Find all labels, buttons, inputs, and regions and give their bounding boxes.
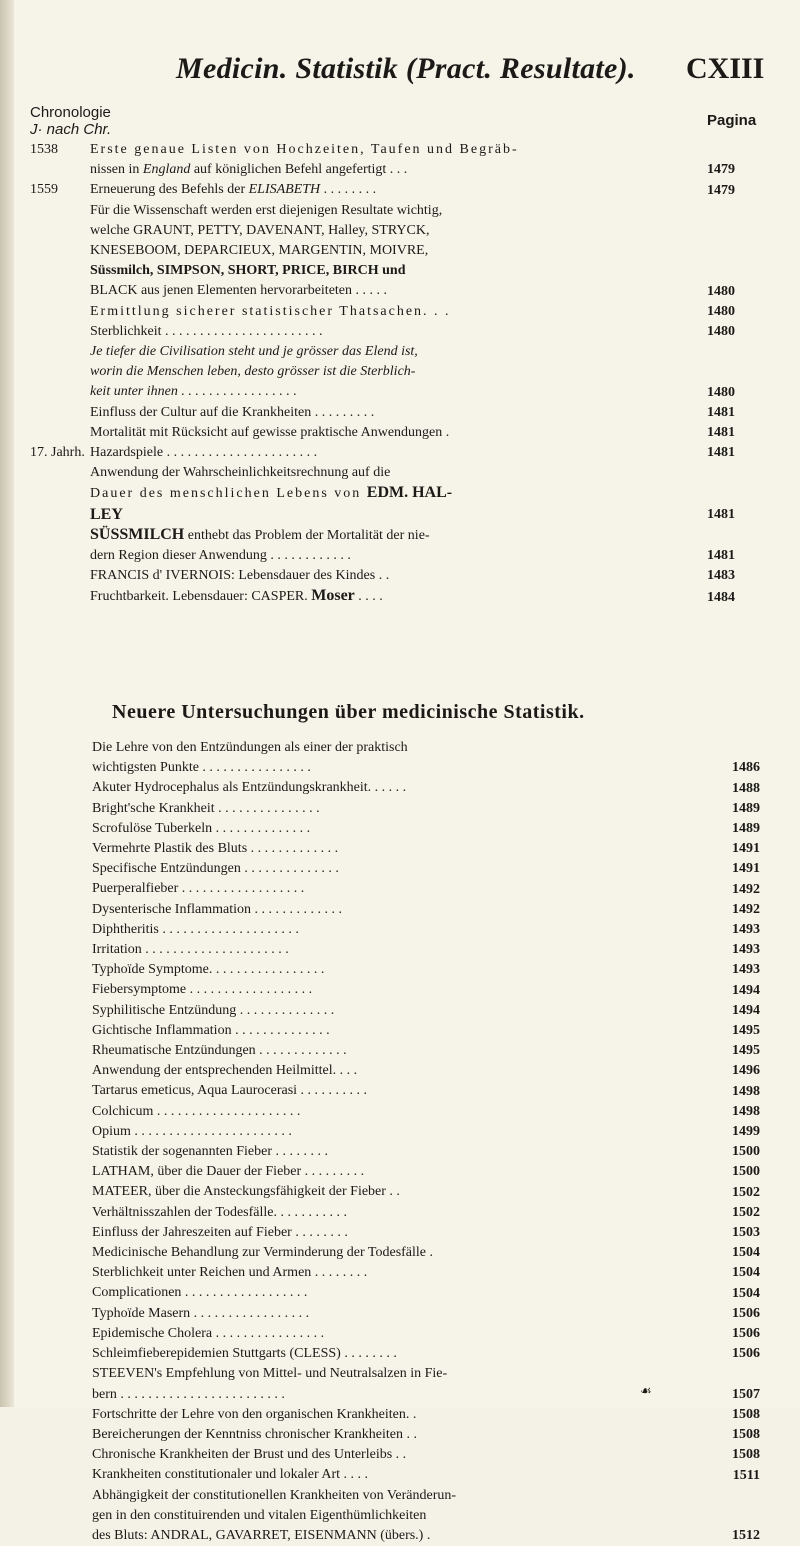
entry-line: Abhängigkeit der constitutionellen Krankheiten von Veränderun- xyxy=(92,1487,457,1503)
page-ref: 1504 xyxy=(732,1285,760,1301)
toc-entry xyxy=(92,1142,760,1162)
entry-line: worin die Menschen leben, desto grösser ist die Sterblich- xyxy=(90,364,416,380)
toc-entry xyxy=(92,778,760,798)
chronology-section xyxy=(30,140,760,608)
entry-text xyxy=(92,960,694,980)
entry-line: Diphtheritis . . . . . . . . . . . . . . . . . . . . xyxy=(92,921,299,937)
page-ref: 1480 xyxy=(707,283,735,299)
entry-line: dern Region dieser Anwendung . . . . . . . . . . . . xyxy=(90,548,351,564)
toc-entry xyxy=(92,1445,760,1465)
entry-line: Gichtische Inflammation . . . . . . . . . . . . . . xyxy=(92,1022,330,1038)
toc-entry xyxy=(30,322,760,342)
toc-entry xyxy=(92,1203,760,1223)
page-ref: 1506 xyxy=(732,1346,760,1362)
page-ref: 1493 xyxy=(732,962,760,978)
toc-entry xyxy=(30,463,760,525)
entry-line: Colchicum . . . . . . . . . . . . . . . . . . . . . xyxy=(92,1103,301,1119)
page-ref: 1504 xyxy=(732,1245,760,1261)
toc-entry xyxy=(92,920,760,940)
entry-line: Einfluss der Cultur auf die Krankheiten . . . . . . . . . xyxy=(90,404,375,420)
page-ref: 1481 xyxy=(707,506,735,522)
toc-entry xyxy=(92,819,760,839)
toc-entry xyxy=(92,1041,760,1061)
entry-line: bern . . . . . . . . . . . . . . . . . . . . . . . . xyxy=(92,1386,285,1402)
entry-line: KNESEBOOM, DEPARCIEUX, MARGENTIN, MOIVRE, xyxy=(90,243,429,259)
entry-line: Sterblichkeit unter Reichen und Armen . . . . . . . . xyxy=(92,1265,368,1281)
entry-line: Ermittlung sicherer statistischer Thatsachen. . . xyxy=(90,303,451,319)
entry-line: SÜSSMILCH enthebt das Problem der Mortalität der nie- xyxy=(90,525,430,543)
entry-text xyxy=(92,1344,694,1364)
page-ref: 1507 xyxy=(732,1386,760,1402)
chronology-column-label xyxy=(30,104,111,138)
statistics-section xyxy=(92,738,760,1546)
entry-line: Opium . . . . . . . . . . . . . . . . . . . . . . . xyxy=(92,1123,292,1139)
entry-line: Bright'sche Krankheit . . . . . . . . . . . . . . . xyxy=(92,800,320,816)
entry-line: wichtigsten Punkte . . . . . . . . . . . . . . . . xyxy=(92,760,311,776)
entry-text xyxy=(92,1445,694,1465)
toc-entry xyxy=(92,799,760,819)
entry-line: Fruchtbarkeit. Lebensdauer: CASPER. Moser . . . . xyxy=(90,587,383,605)
entry-line: Süssmilch, SIMPSON, SHORT, PRICE, BIRCH und xyxy=(90,263,406,279)
entry-text xyxy=(92,1486,694,1546)
entry-line: Sterblichkeit . . . . . . . . . . . . . . . . . . . . . . . xyxy=(90,323,323,339)
entry-line: LEY xyxy=(90,505,123,523)
page-ref: 1504 xyxy=(732,1265,760,1281)
toc-list xyxy=(92,778,760,1364)
page-ref: 1502 xyxy=(732,1204,760,1220)
entry-line: Dauer des menschlichen Lebens von EDM. HAL- xyxy=(90,484,453,502)
entry-line: Anwendung der entsprechenden Heilmittel. . . . xyxy=(92,1063,358,1079)
toc-entry xyxy=(92,1243,760,1263)
entry-text xyxy=(90,140,675,180)
toc-entry xyxy=(30,180,760,200)
entry-text xyxy=(92,1061,694,1081)
toc-list xyxy=(92,1405,760,1486)
page-ref: 1512 xyxy=(732,1528,760,1544)
entry-text xyxy=(92,1001,694,1021)
entry-text xyxy=(90,463,675,525)
entry-line: Erste genaue Listen von Hochzeiten, Taufen und Begräb- xyxy=(90,142,519,157)
page-ref: 1481 xyxy=(707,425,735,441)
page-ref: 1506 xyxy=(732,1326,760,1342)
toc-entry xyxy=(92,1102,760,1122)
entry-text xyxy=(90,180,675,200)
entry-line: LATHAM, über die Dauer der Fieber . . . . . . . . . xyxy=(92,1164,365,1180)
toc-entry xyxy=(30,525,760,566)
page-ref: 1492 xyxy=(732,901,760,917)
page-ref: 1508 xyxy=(732,1406,760,1422)
entry-text xyxy=(92,1102,694,1122)
entry-line: Rheumatische Entzündungen . . . . . . . . . . . . . xyxy=(92,1043,347,1059)
entry-line: Je tiefer die Civilisation steht und je grösser das Elend ist, xyxy=(90,344,418,360)
page-ref: 1491 xyxy=(732,841,760,857)
page-binding-edge xyxy=(0,0,14,1407)
entry-text xyxy=(90,443,675,463)
entry-text xyxy=(92,819,694,839)
page-ref: 1479 xyxy=(707,182,735,198)
entry-line: Typhoïde Masern . . . . . . . . . . . . . . . . . xyxy=(92,1305,310,1321)
toc-entry xyxy=(92,1081,760,1101)
page-ref: 1495 xyxy=(732,1023,760,1039)
entry-text xyxy=(92,859,694,879)
entry-line: Statistik der sogenannten Fieber . . . . . . . . xyxy=(92,1144,329,1160)
toc-entry xyxy=(92,1122,760,1142)
page-ref: 1498 xyxy=(732,1103,760,1119)
page-ref: 1495 xyxy=(732,1043,760,1059)
entry-line: Tartarus emeticus, Aqua Laurocerasi . . . . . . . . . . xyxy=(92,1083,368,1099)
page-ref: 1484 xyxy=(707,589,735,605)
entry-text xyxy=(92,1223,694,1243)
toc-entry xyxy=(92,1304,760,1324)
entry-line: Bereicherungen der Kenntniss chronischer Krankheiten . . xyxy=(92,1426,417,1442)
entry-text xyxy=(90,566,675,586)
entry-text xyxy=(92,1324,694,1344)
page-ref: 1481 xyxy=(707,404,735,420)
page-ref: 1486 xyxy=(732,760,760,776)
entry-line: Syphilitische Entzündung . . . . . . . . . . . . . . xyxy=(92,1002,335,1018)
page-number: CXIII xyxy=(686,52,765,85)
toc-entry xyxy=(92,1223,760,1243)
entry-text xyxy=(92,920,694,940)
year-label: 1538 xyxy=(30,142,58,157)
page-ref: 1492 xyxy=(732,881,760,897)
page-header xyxy=(0,52,800,92)
entry-line: STEEVEN's Empfehlung von Mittel- und Neutralsalzen in Fie- xyxy=(92,1366,448,1382)
chronology-label-line2: J· nach Chr. xyxy=(30,121,112,138)
entry-line: Specifische Entzündungen . . . . . . . . . . . . . . xyxy=(92,861,339,877)
entry-text xyxy=(92,879,694,899)
entry-text xyxy=(92,980,694,1000)
entry-line: Vermehrte Plastik des Bluts . . . . . . . . . . . . . xyxy=(92,841,339,857)
toc-entry xyxy=(92,1162,760,1182)
entry-line: Fiebersymptome . . . . . . . . . . . . . . . . . . xyxy=(92,982,313,998)
page-ref: 1480 xyxy=(707,303,735,319)
toc-entry xyxy=(30,423,760,443)
entry-text xyxy=(92,1162,694,1182)
page-ref: 1508 xyxy=(732,1447,760,1463)
entry-text xyxy=(92,1283,694,1303)
toc-entry xyxy=(92,940,760,960)
entry-line: Typhoïde Symptome. . . . . . . . . . . . . . . . . xyxy=(92,962,325,978)
entry-text xyxy=(92,738,694,778)
toc-entry xyxy=(30,342,760,403)
entry-line: Einfluss der Jahreszeiten auf Fieber . . . . . . . . xyxy=(92,1224,348,1240)
year-label: 17. Jahrh. xyxy=(30,445,85,461)
toc-entry xyxy=(92,859,760,879)
toc-entry xyxy=(92,1021,760,1041)
toc-entry xyxy=(92,738,760,778)
entry-line: Irritation . . . . . . . . . . . . . . . . . . . . . xyxy=(92,942,289,958)
entry-text xyxy=(92,1142,694,1162)
entry-line: Verhältnisszahlen der Todesfälle. . . . . . . . . . . xyxy=(92,1204,347,1220)
toc-entry xyxy=(92,1425,760,1445)
entry-line: Fortschritte der Lehre von den organischen Krankheiten. . xyxy=(92,1406,417,1422)
entry-line: Scrofulöse Tuberkeln . . . . . . . . . . . . . . xyxy=(92,820,311,836)
entry-text xyxy=(92,1182,694,1202)
entry-line: Medicinische Behandlung zur Verminderung der Todesfälle . xyxy=(92,1245,434,1261)
entry-line: FRANCIS d' IVERNOIS: Lebensdauer des Kindes . . xyxy=(90,568,390,584)
toc-entry xyxy=(92,1324,760,1344)
entry-text xyxy=(90,201,675,302)
entry-text xyxy=(90,423,675,443)
entry-line: nissen in England auf königlichen Befehl angefertigt . . . xyxy=(90,162,408,178)
entry-text xyxy=(92,1021,694,1041)
page-ref: 1480 xyxy=(707,324,735,340)
chronology-label-line1: Chronologie xyxy=(30,104,111,121)
pagina-column-label: Pagina xyxy=(707,112,757,129)
entry-text xyxy=(92,1263,694,1283)
entry-line: gen in den constituirenden und vitalen Eigenthümlichkeiten xyxy=(92,1507,427,1523)
entry-text xyxy=(92,799,694,819)
page-ref: 1500 xyxy=(732,1164,760,1180)
signature-mark: ☙ xyxy=(640,1383,652,1398)
toc-entry xyxy=(92,1001,760,1021)
entry-line: keit unter ihnen . . . . . . . . . . . . . . . . . xyxy=(90,384,297,400)
entry-line: des Bluts: ANDRAL, GAVARRET, EISENMANN (übers.) . xyxy=(92,1527,431,1543)
entry-line: Dysenterische Inflammation . . . . . . . . . . . . . xyxy=(92,901,343,917)
toc-entry xyxy=(92,980,760,1000)
page-ref: 1493 xyxy=(732,942,760,958)
entry-text xyxy=(92,1364,694,1404)
entry-text xyxy=(92,1041,694,1061)
entry-line: Epidemische Cholera . . . . . . . . . . . . . . . . xyxy=(92,1325,325,1341)
toc-entry xyxy=(30,140,760,180)
entry-text xyxy=(92,1405,694,1425)
entry-text xyxy=(92,1203,694,1223)
entry-text xyxy=(90,403,675,423)
toc-entry xyxy=(30,586,760,607)
toc-entry xyxy=(30,443,760,463)
page-title: Medicin. Statistik (Pract. Resultate). xyxy=(176,52,636,85)
page-ref: 1494 xyxy=(732,1002,760,1018)
page-ref: 1506 xyxy=(732,1305,760,1321)
entry-text xyxy=(90,342,675,403)
page-ref: 1491 xyxy=(732,861,760,877)
toc-entry xyxy=(92,1465,760,1485)
entry-text xyxy=(92,940,694,960)
entry-line: Chronische Krankheiten der Brust und des Unterleibs . . xyxy=(92,1447,407,1463)
toc-entry xyxy=(92,879,760,899)
page-ref: 1481 xyxy=(707,445,735,461)
entry-text xyxy=(92,1465,694,1485)
entry-text xyxy=(92,839,694,859)
entry-line: Schleimfieberepidemien Stuttgarts (CLESS) . . . . . . . . xyxy=(92,1346,397,1362)
entry-line: Krankheiten constitutionaler und lokaler Art . . . . xyxy=(92,1467,369,1483)
toc-entry xyxy=(30,566,760,586)
entry-line: Die Lehre von den Entzündungen als einer der praktisch xyxy=(92,740,408,755)
toc-entry xyxy=(92,900,760,920)
entry-text xyxy=(92,1304,694,1324)
entry-line: Erneuerung des Befehls der ELISABETH . . . . . . . . xyxy=(90,182,377,198)
page-ref: 1494 xyxy=(732,982,760,998)
page-ref: 1498 xyxy=(732,1083,760,1099)
page-ref: 1489 xyxy=(732,800,760,816)
entry-line: Complicationen . . . . . . . . . . . . . . . . . . xyxy=(92,1285,308,1301)
page-ref: 1488 xyxy=(732,780,760,796)
entry-text xyxy=(92,1243,694,1263)
entry-text xyxy=(92,1081,694,1101)
page-ref: 1479 xyxy=(707,162,735,178)
entry-line: BLACK aus jenen Elementen hervorarbeiteten . . . . . xyxy=(90,283,388,299)
page-ref: 1481 xyxy=(707,548,735,564)
page-ref: 1511 xyxy=(732,1467,760,1483)
entry-text xyxy=(92,778,694,798)
entry-text xyxy=(92,1122,694,1142)
entry-line: Anwendung der Wahrscheinlichkeitsrechnung auf die xyxy=(90,465,391,481)
entry-line: Für die Wissenschaft werden erst diejenigen Resultate wichtig, xyxy=(90,202,443,218)
entry-text xyxy=(90,322,675,342)
page-ref: 1496 xyxy=(732,1063,760,1079)
toc-entry xyxy=(30,403,760,423)
entry-line: welche GRAUNT, PETTY, DAVENANT, Halley, STRYCK, xyxy=(90,222,430,238)
entry-line: MATEER, über die Ansteckungsfähigkeit der Fieber . . xyxy=(92,1184,400,1200)
page-ref: 1493 xyxy=(732,922,760,938)
entry-text xyxy=(90,586,675,607)
entry-line: Puerperalfieber . . . . . . . . . . . . . . . . . . xyxy=(92,881,305,897)
entry-line: Mortalität mit Rücksicht auf gewisse praktische Anwendungen . xyxy=(90,424,450,440)
toc-entry xyxy=(92,1061,760,1081)
toc-entry xyxy=(92,960,760,980)
entry-line: Akuter Hydrocephalus als Entzündungskrankheit. . . . . . xyxy=(92,780,407,796)
entry-text xyxy=(92,900,694,920)
year-label: 1559 xyxy=(30,182,58,198)
entry-line: Hazardspiele . . . . . . . . . . . . . . . . . . . . . . xyxy=(90,445,318,461)
entry-text xyxy=(92,1425,694,1445)
toc-entry xyxy=(30,302,760,322)
page-ref: 1483 xyxy=(707,568,735,584)
page-ref: 1480 xyxy=(707,384,735,400)
page-ref: 1508 xyxy=(732,1427,760,1443)
toc-entry xyxy=(92,1283,760,1303)
page-ref: 1502 xyxy=(732,1184,760,1200)
page-ref: 1500 xyxy=(732,1144,760,1160)
page-ref: 1499 xyxy=(732,1124,760,1140)
toc-entry xyxy=(92,1364,760,1404)
toc-entry xyxy=(92,1405,760,1425)
toc-entry xyxy=(92,1263,760,1283)
toc-entry xyxy=(92,1344,760,1364)
toc-entry xyxy=(92,1182,760,1202)
entry-text xyxy=(90,302,675,322)
toc-entry xyxy=(92,1486,760,1546)
toc-entry xyxy=(92,839,760,859)
toc-entry xyxy=(30,201,760,302)
section-heading: Neuere Untersuchungen über medicinische Statistik. xyxy=(112,701,585,723)
page-ref: 1489 xyxy=(732,821,760,837)
page-ref: 1503 xyxy=(732,1225,760,1241)
entry-text xyxy=(90,525,675,566)
